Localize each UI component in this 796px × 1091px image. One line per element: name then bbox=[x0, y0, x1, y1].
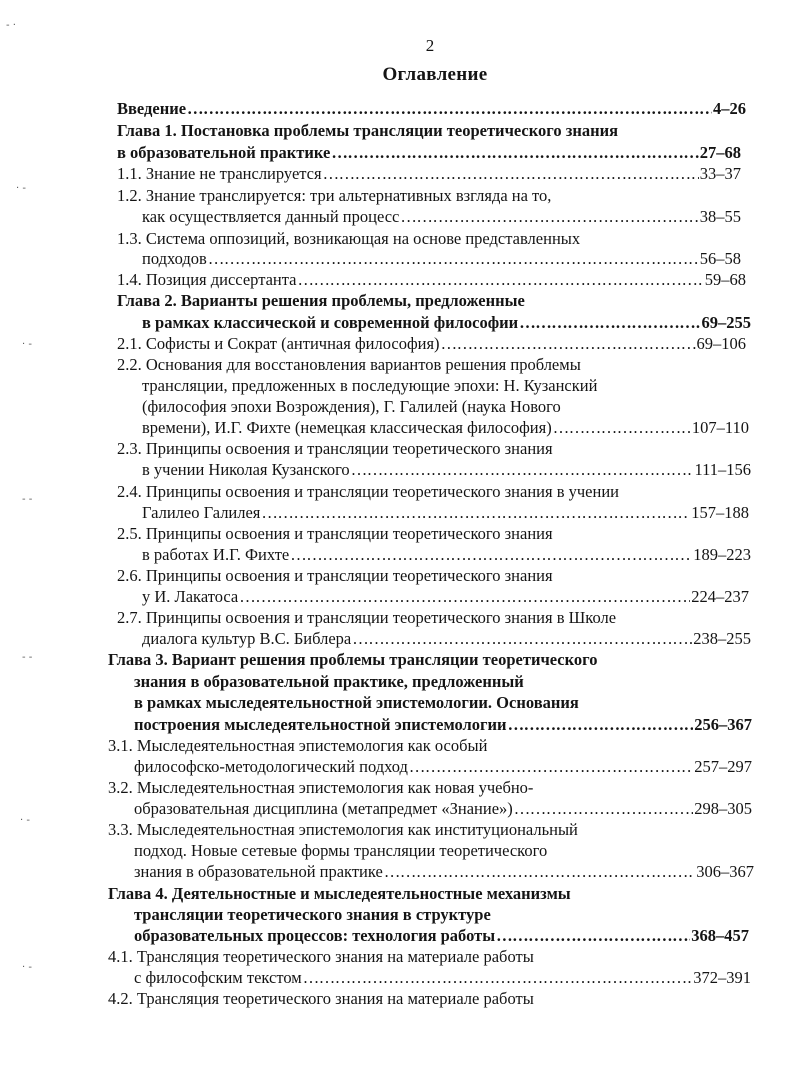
toc-entry-title: как осуществляется данный процесс bbox=[142, 207, 400, 226]
dot-leader bbox=[352, 629, 692, 649]
page-title: Оглавление bbox=[382, 64, 488, 85]
toc-entry-4-1[interactable] bbox=[134, 968, 751, 988]
toc-entry-chapter-3[interactable] bbox=[134, 715, 752, 735]
toc-entry-title: в образовательной практике bbox=[117, 143, 331, 162]
toc-entry-chapter-1[interactable] bbox=[117, 143, 741, 163]
toc-entry-title: образовательная дисциплина (метапредмет «Знание») bbox=[134, 799, 513, 818]
toc-chapter-4-line2: трансляции теоретического знания в структуре bbox=[134, 905, 491, 924]
toc-entry-title: в рамках классической и современной философии bbox=[142, 313, 519, 332]
toc-entry-2-2[interactable] bbox=[142, 418, 749, 438]
toc-section-1-2-line: 1.2. Знание транслируется: три альтернативных взгляда на то, bbox=[117, 186, 552, 205]
toc-page-range: 107–110 bbox=[691, 418, 749, 437]
toc-entry-title: знания в образовательной практике bbox=[134, 862, 383, 881]
toc-page-range: 38–55 bbox=[699, 207, 741, 226]
toc-page-range: 69–255 bbox=[701, 313, 751, 332]
toc-section-3-3-line2: подход. Новые сетевые формы трансляции теоретического bbox=[134, 841, 548, 860]
toc-page-range: 238–255 bbox=[693, 629, 751, 648]
toc-entry-title: диалога культур В.С. Библера bbox=[142, 629, 352, 648]
scan-speck-7: · - bbox=[22, 962, 32, 973]
toc-section-4-1-line: 4.1. Трансляция теоретического знания на материале работы bbox=[108, 947, 534, 966]
toc-entry-2-1[interactable] bbox=[117, 334, 746, 354]
toc-section-2-3-line: 2.3. Принципы освоения и трансляции теоретического знания bbox=[117, 439, 553, 458]
toc-page-range: 189–223 bbox=[693, 545, 751, 564]
toc-entry-title: в учении Николая Кузанского bbox=[142, 460, 350, 479]
toc-entry-2-5[interactable] bbox=[142, 545, 751, 565]
toc-entry-3-1[interactable] bbox=[134, 757, 752, 777]
toc-entry-2-3[interactable] bbox=[142, 460, 751, 480]
toc-entry-title: у И. Лакатоса bbox=[142, 587, 239, 606]
dot-leader bbox=[261, 503, 690, 523]
toc-section-1-3-line: 1.3. Система оппозиций, возникающая на основе представленных bbox=[117, 229, 581, 248]
toc-entry-title: 1.1. Знание не транслируется bbox=[117, 164, 322, 183]
toc-entry-1-3[interactable] bbox=[142, 249, 741, 269]
dot-leader bbox=[208, 249, 699, 269]
toc-section-3-2-line: 3.2. Мыследеятельностная эпистемология как новая учебно- bbox=[108, 778, 534, 797]
toc-entry-3-3[interactable] bbox=[134, 862, 754, 882]
toc-entry-title: 2.1. Софисты и Сократ (античная философия) bbox=[117, 334, 440, 353]
toc-page-range: 257–297 bbox=[694, 757, 752, 776]
toc-entry-intro[interactable] bbox=[117, 99, 746, 119]
toc-section-2-2-line3: (философия эпохи Возрождения), Г. Галилей (наука Нового bbox=[142, 397, 561, 416]
toc-section-3-3-line1: 3.3. Мыследеятельностная эпистемология как институциональный bbox=[108, 820, 578, 839]
toc-entry-title: философско-методологический подход bbox=[134, 757, 408, 776]
dot-leader bbox=[384, 862, 695, 882]
dot-leader bbox=[323, 164, 699, 184]
scan-speck-5: - - bbox=[22, 652, 33, 663]
toc-page-range: 56–58 bbox=[699, 249, 741, 268]
toc-section-2-6-line: 2.6. Принципы освоения и трансляции теоретического знания bbox=[117, 566, 553, 585]
dot-leader bbox=[187, 99, 712, 119]
toc-page-range: 4–26 bbox=[713, 99, 746, 118]
dot-leader bbox=[409, 757, 693, 777]
scan-speck-2: · - bbox=[16, 183, 26, 194]
toc-section-3-1-line: 3.1. Мыследеятельностная эпистемология как особый bbox=[108, 736, 488, 755]
dot-leader bbox=[331, 143, 698, 163]
dot-leader bbox=[508, 715, 694, 735]
dot-leader bbox=[298, 270, 704, 290]
toc-page-range: 298–305 bbox=[694, 799, 752, 818]
toc-entry-1-2[interactable] bbox=[142, 207, 741, 227]
toc-entry-chapter-4[interactable] bbox=[134, 926, 749, 946]
toc-page-range: 306–367 bbox=[696, 862, 754, 881]
toc-section-2-2-line1: 2.2. Основания для восстановления вариантов решения проблемы bbox=[117, 355, 581, 374]
toc-entry-title: образовательных процессов: технология работы bbox=[134, 926, 496, 945]
toc-chapter-4-line1: Глава 4. Деятельностные и мыследеятельностные механизмы bbox=[108, 884, 571, 903]
scan-speck-1: - · bbox=[6, 20, 16, 31]
toc-entry-title: с философским текстом bbox=[134, 968, 302, 987]
toc-section-4-2-line: 4.2. Трансляция теоретического знания на материале работы bbox=[108, 989, 534, 1008]
toc-section-2-5-line: 2.5. Принципы освоения и трансляции теоретического знания bbox=[117, 524, 553, 543]
dot-leader bbox=[496, 926, 690, 946]
scan-speck-3: · - bbox=[22, 339, 32, 350]
toc-page-range: 33–37 bbox=[699, 164, 741, 183]
toc-page-range: 368–457 bbox=[691, 926, 749, 945]
toc-entry-title: 1.4. Позиция диссертанта bbox=[117, 270, 297, 289]
dot-leader bbox=[351, 460, 694, 480]
toc-page-range: 256–367 bbox=[694, 715, 752, 734]
toc-section-2-2-line2: трансляции, предложенных в последующие эпохи: Н. Кузанский bbox=[142, 376, 598, 395]
toc-entry-title: подходов bbox=[142, 249, 207, 268]
toc-entry-1-1[interactable] bbox=[117, 164, 741, 184]
toc-section-2-7-line: 2.7. Принципы освоения и трансляции теоретического знания в Школе bbox=[117, 608, 617, 627]
toc-entry-1-4[interactable] bbox=[117, 270, 746, 290]
toc-page-range: 224–237 bbox=[691, 587, 749, 606]
scan-speck-6: · - bbox=[20, 815, 30, 826]
toc-page-range: 59–68 bbox=[704, 270, 746, 289]
page-number: 2 bbox=[425, 36, 435, 55]
scan-speck-4: - - bbox=[22, 494, 33, 505]
toc-entry-3-2[interactable] bbox=[134, 799, 752, 819]
toc-page-range: 372–391 bbox=[693, 968, 751, 987]
toc-chapter-3-line3: в рамках мыследеятельностной эпистемологии. Основания bbox=[134, 693, 579, 712]
toc-chapter-2-line: Глава 2. Варианты решения проблемы, предложенные bbox=[117, 291, 525, 310]
toc-entry-title: Галилео Галилея bbox=[142, 503, 261, 522]
toc-chapter-1-line: Глава 1. Постановка проблемы трансляции теоретического знания bbox=[117, 121, 619, 140]
dot-leader bbox=[303, 968, 693, 988]
dot-leader bbox=[290, 545, 692, 565]
toc-chapter-3-line1: Глава 3. Вариант решения проблемы трансляции теоретического bbox=[108, 650, 598, 669]
dot-leader bbox=[519, 313, 700, 333]
toc-entry-2-7[interactable] bbox=[142, 629, 751, 649]
toc-page-range: 27–68 bbox=[699, 143, 741, 162]
dot-leader bbox=[514, 799, 693, 819]
toc-entry-chapter-2[interactable] bbox=[142, 313, 751, 333]
toc-section-2-4-line: 2.4. Принципы освоения и трансляции теоретического знания в учении bbox=[117, 482, 619, 501]
dot-leader bbox=[239, 587, 690, 607]
toc-entry-2-6[interactable] bbox=[142, 587, 749, 607]
toc-entry-title: построения мыследеятельностной эпистемологии bbox=[134, 715, 507, 734]
toc-page-range: 69–106 bbox=[696, 334, 746, 353]
toc-page-range: 157–188 bbox=[691, 503, 749, 522]
toc-entry-title: Введение bbox=[117, 99, 187, 118]
toc-entry-title: в работах И.Г. Фихте bbox=[142, 545, 290, 564]
dot-leader bbox=[441, 334, 696, 354]
toc-entry-title: времени), И.Г. Фихте (немецкая классическая философия) bbox=[142, 418, 552, 437]
dot-leader bbox=[553, 418, 691, 438]
toc-chapter-3-line2: знания в образовательной практике, предложенный bbox=[134, 672, 524, 691]
dot-leader bbox=[400, 207, 698, 227]
toc-entry-2-4[interactable] bbox=[142, 503, 749, 523]
toc-page-range: 111–156 bbox=[694, 460, 751, 479]
